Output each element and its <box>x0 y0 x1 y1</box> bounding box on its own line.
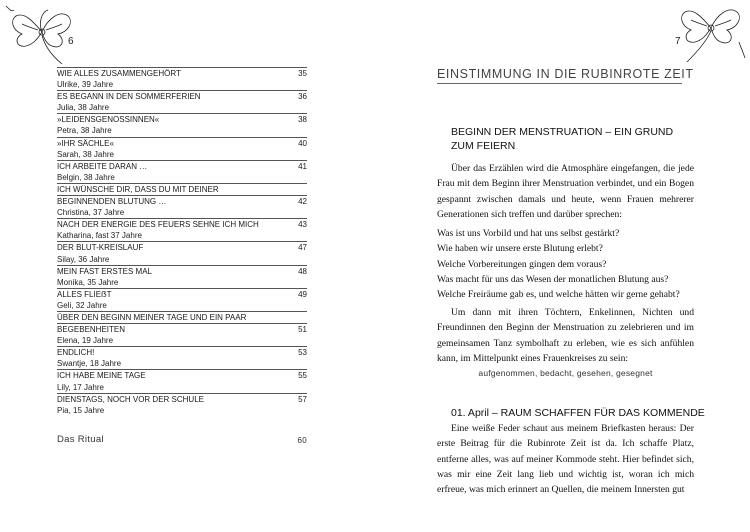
toc-entry-author <box>57 172 307 183</box>
toc-entry-title <box>57 137 307 149</box>
toc-entry-title <box>57 241 307 253</box>
question-list <box>437 226 694 302</box>
toc-entry-title <box>57 160 307 172</box>
toc-entry-title <box>57 265 307 277</box>
poppy-flower-illustration-left <box>2 2 82 64</box>
toc-page-number: 57 <box>298 394 307 404</box>
toc-entry-title <box>57 288 307 300</box>
toc-entry-title <box>57 195 307 207</box>
diary-heading: 01. April – RAUM SCHAFFEN FÜR DAS KOMMENDE <box>451 407 705 419</box>
toc-title-text: »LEIDENSGENOSSINNEN« <box>57 115 160 125</box>
toc-title-text: DER BLUT-KREISLAUF <box>57 243 144 253</box>
question-item: Was macht für uns das Wesen der monatlichen Blutung aus? <box>437 273 669 285</box>
toc-entry-title <box>57 323 307 335</box>
toc-entry-title <box>57 183 307 195</box>
page-number-right: 7 <box>675 36 681 47</box>
toc-entry-title <box>57 67 307 79</box>
toc-title-text: DIENSTAGS, NOCH VOR DER SCHULE <box>57 394 204 404</box>
toc-title-text: ALLES FLIEẞT <box>57 289 112 299</box>
toc-entry-title <box>57 369 307 381</box>
toc-author-text: Monika, 35 Jahre <box>57 277 119 287</box>
section-heading <box>451 125 681 153</box>
toc-entry-title <box>57 346 307 358</box>
paragraph-diary-text: Eine weiße Feder schaut aus meinem Briefkasten heraus: Der erste Beitrag für die Rubinrote Zeit ist da. Ich schaffe Platz, entferne alles, was auf meiner Kommode steht. Hier befindet sich, was mir eine Zeit lang lieb und wichtig ist, woran ich mich erfreue, was mich erinnert an Quellen, die meinem Innersten gut <box>437 423 694 496</box>
toc-entry-author <box>57 149 307 160</box>
paragraph-intro <box>437 161 694 222</box>
toc-title-text: ICH WÜNSCHE DIR, DASS DU MIT DEINER <box>57 184 219 194</box>
toc-author-text: Petra, 38 Jahre <box>57 126 112 136</box>
toc-title-text: ICH ARBEITE DARAN … <box>57 161 148 171</box>
toc-author-text: Julia, 38 Jahre <box>57 103 110 113</box>
toc-entry-author <box>57 79 307 90</box>
toc-title-text: BEGEBENHEITEN <box>57 325 126 335</box>
question-item: Wie haben wir unsere erste Blutung erlebt? <box>437 243 603 255</box>
toc-entry-author <box>57 335 307 346</box>
toc-section-ritual <box>57 434 307 448</box>
toc-page-number: 47 <box>298 243 307 253</box>
toc-author-text: Ulrike, 39 Jahre <box>57 80 114 90</box>
toc-author-text: Geli, 32 Jahre <box>57 300 107 310</box>
paragraph-celebration-text: Um dann mit ihren Töchtern, Enkelinnen, Nichten und Freundinnen den Beginn der Menstruation zu zelebrieren und im gemeinsamen Tanz symbolhaft zu erleben, wie es sich anfühlen kann, im Mittelpunkt eines Frauenkreises zu sein: <box>437 307 694 364</box>
toc-author-text: Silay, 36 Jahre <box>57 254 110 264</box>
toc-entry-author <box>57 230 307 241</box>
toc-entry-title <box>57 218 307 230</box>
toc-page-number: 55 <box>298 371 307 381</box>
toc-author-text: Pia, 15 Jahre <box>57 405 105 415</box>
toc-entry-author <box>57 207 307 218</box>
toc-author-text: Christina, 37 Jahre <box>57 208 125 218</box>
toc-entry-author <box>57 277 307 288</box>
toc-page-number: 43 <box>298 220 307 230</box>
toc-author-text: Swantje, 18 Jahre <box>57 359 122 369</box>
toc-title-text: BEGINNENDEN BLUTUNG … <box>57 197 167 207</box>
toc-entry-title <box>57 311 307 323</box>
toc-entry-author <box>57 405 307 416</box>
toc-page-number: 48 <box>298 266 307 276</box>
toc-author-text: Belgin, 38 Jahre <box>57 172 115 182</box>
toc-title-text: WIE ALLES ZUSAMMENGEHÖRT <box>57 69 181 78</box>
ritual-page-number: 60 <box>297 436 307 445</box>
toc-title-text: ES BEGANN IN DEN SOMMERFERIEN <box>57 92 201 102</box>
page-number-left: 6 <box>68 36 74 47</box>
toc-author-text: Lily, 17 Jahre <box>57 382 104 392</box>
ritual-label: Das Ritual <box>57 434 104 445</box>
toc-entry-title <box>57 113 307 125</box>
paragraph-celebration <box>437 305 694 366</box>
toc-entry-title <box>57 393 307 405</box>
section-heading-line2: ZUM FEIERN <box>451 140 516 152</box>
toc-title-text: ENDLICH! <box>57 348 95 358</box>
toc-page-number: 40 <box>298 138 307 148</box>
motto-line: aufgenommen, bedacht, gesehen, gesegnet <box>478 368 653 378</box>
toc-page-number: 35 <box>298 69 307 78</box>
toc-entry-author <box>57 125 307 136</box>
toc-page-number: 36 <box>298 92 307 102</box>
question-item: Was ist uns Vorbild und hat uns selbst gestärkt? <box>437 228 620 239</box>
toc-author-text: Elena, 19 Jahre <box>57 336 114 346</box>
question-item: Welche Vorbereitungen gingen dem voraus? <box>437 258 607 270</box>
paragraph-diary <box>437 421 694 497</box>
toc-page-number: 38 <box>298 115 307 125</box>
toc-page-number: 42 <box>298 197 307 207</box>
toc-page-number: 53 <box>298 348 307 358</box>
paragraph-intro-text: Über das Erzählen wird die Atmosphäre eingefangen, die jede Frau mit dem Beginn ihrer Menstruation verbindet, und ein Bogen gespannt zwischen damals und heute, wenn Frauen mehrerer Generationen sich treffen und darüber sprechen: <box>437 163 694 220</box>
toc-author-text: Sarah, 38 Jahre <box>57 149 114 159</box>
toc-entry-author <box>57 358 307 369</box>
toc-title-text: MEIN FAST ERSTES MAL <box>57 266 152 276</box>
toc-entry-author <box>57 254 307 265</box>
toc-title-text: ÜBER DEN BEGINN MEINER TAGE UND EIN PAAR <box>57 312 247 322</box>
toc-title-text: ICH HABE MEINE TAGE <box>57 371 146 381</box>
table-of-contents <box>57 67 307 416</box>
toc-entry-author <box>57 382 307 393</box>
toc-entry-title <box>57 90 307 102</box>
chapter-title: EINSTIMMUNG IN DIE RUBINROTE ZEIT <box>437 67 682 84</box>
question-item: Welche Freiräume gab es, und welche hätten wir gerne gehabt? <box>437 289 680 301</box>
toc-page-number: 51 <box>298 325 307 335</box>
toc-entry-author <box>57 300 307 311</box>
toc-page-number: 49 <box>298 289 307 299</box>
toc-page-number: 41 <box>298 161 307 171</box>
section-heading-line1: BEGINN DER MENSTRUATION – EIN GRUND <box>451 126 674 138</box>
toc-entry-author <box>57 102 307 113</box>
toc-title-text: »IHR SÄCHLE« <box>57 138 114 148</box>
toc-title-text: NACH DER ENERGIE DES FEUERS SEHNE ICH MICH <box>57 220 259 230</box>
poppy-flower-illustration-right <box>667 2 747 64</box>
toc-author-text: Katharina, fast 37 Jahre <box>57 231 142 241</box>
